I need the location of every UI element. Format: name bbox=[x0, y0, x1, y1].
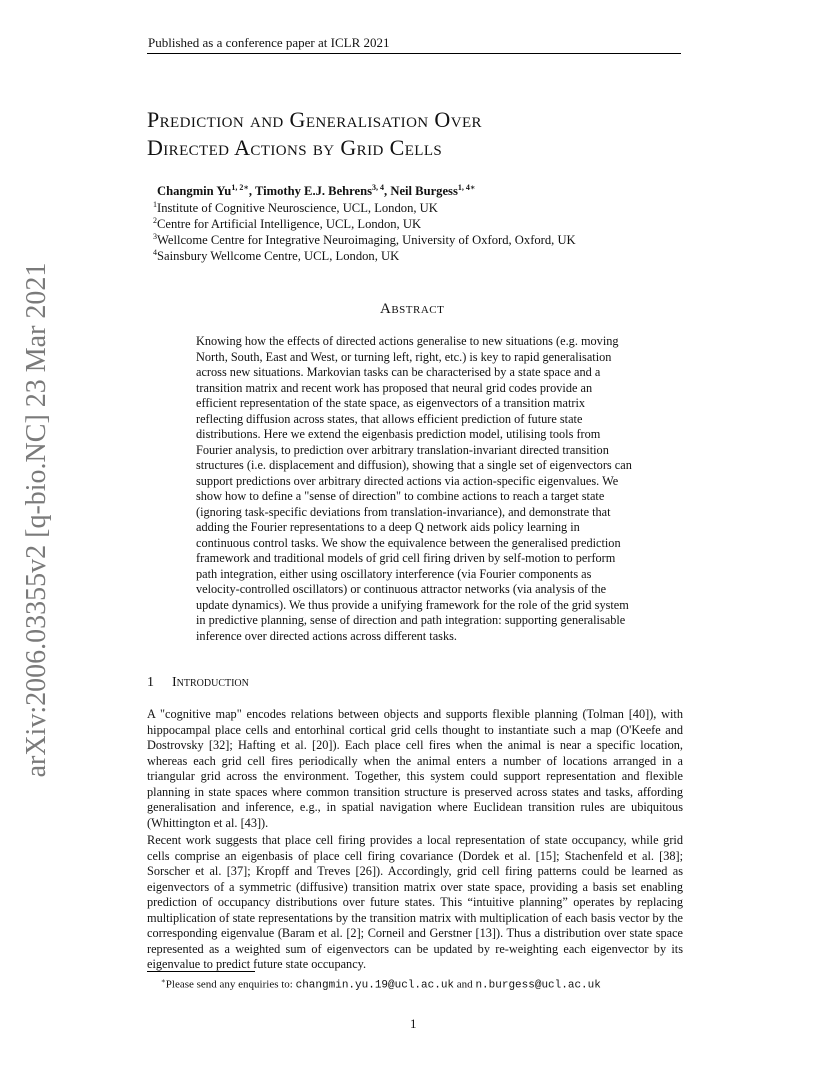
affiliation-2-mark: 2 bbox=[153, 216, 157, 225]
intro-paragraph-2: Recent work suggests that place cell firing provides a local representation of state occupancy, while grid cells comprise an eigenbasis of place cell firing covariance (Dordek et al. [15]; Stachenfeld et al. [38]; Sorscher et al. [37]; Kropff and Treves [26]). Accordingly, grid cell firing patterns could be learned as eigenvectors of a symmetric (diffusive) transition matrix over state space, providing a basis set enabling prediction of occupancy distributions over future states. This “intuitive planning” operates by replacing multiplication of state representations by the transition matrix with multiplication of each basis vector by the corresponding eigenvalue (Baram et al. [2]; Corneil and Gerstner [13]). Thus a distribution over state space represented as a weighted sum of eigenvectors can be updated by re-weighting each eigenvector by its eigenvalue to predict future state occupancy. bbox=[147, 833, 683, 971]
footnote-and: and bbox=[454, 978, 476, 991]
title-line-2: Directed Actions by Grid Cells bbox=[147, 135, 443, 160]
affiliation-3-mark: 3 bbox=[153, 232, 157, 241]
affiliation-2-text: Centre for Artificial Intelligence, UCL, London, UK bbox=[157, 217, 422, 232]
section-heading bbox=[147, 675, 249, 691]
author-1-star: ∗ bbox=[243, 183, 249, 192]
abstract-heading: Abstract bbox=[380, 301, 445, 317]
paper-title bbox=[147, 106, 687, 162]
arxiv-stamp bbox=[21, 262, 52, 778]
author-1-affil: 1, 2 bbox=[231, 183, 244, 192]
affiliation-4-mark: 4 bbox=[153, 248, 157, 257]
section-title: Introduction bbox=[172, 675, 249, 690]
footnote-email-2[interactable]: n.burgess@ucl.ac.uk bbox=[475, 979, 601, 992]
author-3-affil: 1, 4 bbox=[457, 183, 470, 192]
footnote-email-1[interactable]: changmin.yu.19@ucl.ac.uk bbox=[295, 979, 455, 992]
arxiv-stamp-text: arXiv:2006.03355v2 [q-bio.NC] 23 Mar 2021 bbox=[21, 262, 52, 778]
affiliation-4-text: Sainsbury Wellcome Centre, UCL, London, UK bbox=[157, 249, 400, 264]
section-number: 1 bbox=[147, 675, 154, 690]
affiliation-3-text: Wellcome Centre for Integrative Neuroimaging, University of Oxford, Oxford, UK bbox=[157, 233, 576, 248]
footnote-mark: ∗ bbox=[161, 977, 166, 985]
header-rule bbox=[147, 53, 681, 54]
author-2: Timothy E.J. Behrens bbox=[254, 184, 373, 199]
footnote bbox=[161, 977, 601, 992]
abstract-body: Knowing how the effects of directed actions generalise to new situations (e.g. moving North, South, East and West, or turning left, right, etc.) is key to rapid generalisation across new situations. Markovian tasks can be characterised by a state space and a transition matrix and recent work has proposed that neural grid codes provide an efficient representation of the state space, as eigenvectors of a transition matrix reflecting diffusion across states, that allows efficient prediction of future state distributions. Here we extend the eigenbasis prediction model, utilising tools from Fourier analysis, to prediction over arbitrary translation-invariant directed transition structures (i.e. displacement and diffusion), showing that a single set of eigenvectors can support predictions over arbitrary directed actions via action-specific eigenvalues. We show how to define a "sense of direction" to combine actions to reach a target state (ignoring task-specific deviations from translation-invariance), and demonstrate that adding the Fourier representations to a deep Q network aids policy learning in continuous control tasks. We show the equivalence between the generalised prediction framework and traditional models of grid cell firing driven by self-motion to perform path integration, either using oscillatory interference (via Fourier components as velocity-controlled oscillators) or continuous attractor networks (via analysis of the update dynamics). We thus provide a unifying framework for the role of the grid system in predictive planning, sense of direction and path integration: supporting generalisable inference over directed actions across different tasks. bbox=[196, 334, 632, 643]
footnote-prefix: Please send any enquiries to: bbox=[165, 978, 296, 991]
footnote-rule bbox=[147, 971, 255, 972]
title-line-1: Prediction and Generalisation Over bbox=[147, 107, 482, 132]
author-3: Neil Burgess bbox=[390, 184, 458, 199]
affiliation-4 bbox=[153, 248, 399, 264]
affiliation-3 bbox=[153, 232, 576, 248]
author-3-star: ∗ bbox=[469, 183, 476, 192]
author-list: Changmin $Yu^{1, 2∗}$, Timothy E.J. Behrens$^{3, 4}$, Neil Burgess$^{1, 4∗}$ bbox=[157, 183, 476, 199]
page-number: 1 bbox=[410, 1016, 417, 1031]
intro-paragraph-1: A "cognitive map" encodes relations between objects and supports flexible planning (Tolman [40]), with hippocampal place cells and entorhinal cortical grid cells thought to instantiate such a map (O'Keefe and Dostrovsky [32]; Hafting et al. [20]). Each place cell fires when the animal is near a specific location, whereas each grid cell fires periodically when the animal enters a number of locations arranged in a triangular grid across the environment. Together, this system could support representation and flexible planning in state spaces where common transition structure is preserved across states and tasks, affording generalisation and inference, e.g., in spatial navigation where Euclidean transition rules are ubiquitous (Whittington et al. [43]). bbox=[147, 707, 683, 830]
running-header: Published as a conference paper at ICLR 2021 bbox=[148, 35, 390, 50]
author-1: Changmin Yu bbox=[157, 184, 232, 199]
author-2-affil: 3, 4 bbox=[372, 183, 385, 192]
affiliation-1-text: Institute of Cognitive Neuroscience, UCL, London, UK bbox=[157, 201, 438, 216]
affiliation-2 bbox=[153, 216, 421, 232]
affiliation-1 bbox=[153, 200, 438, 216]
affiliation-1-mark: 1 bbox=[153, 200, 157, 209]
